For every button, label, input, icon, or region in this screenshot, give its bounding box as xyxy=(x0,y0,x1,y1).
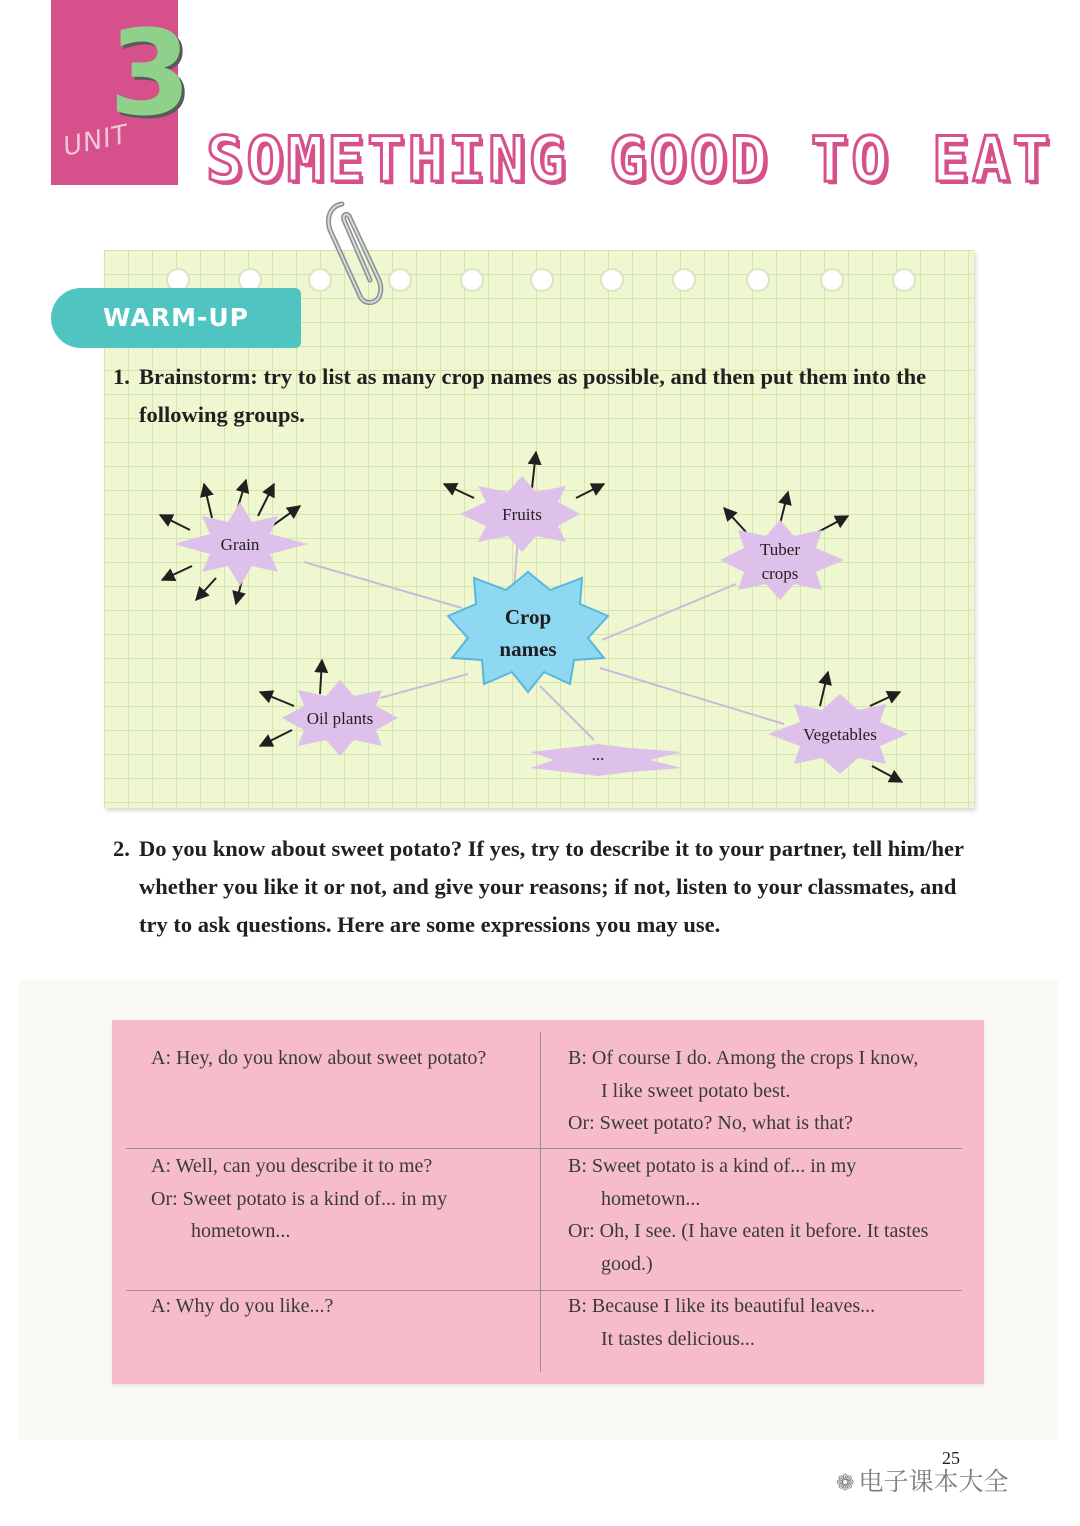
node-vegetables: Vegetables xyxy=(803,725,877,744)
node-more-shape xyxy=(530,744,682,776)
watermark-text: 电子课本大全 xyxy=(858,1467,1009,1496)
dialogue-line: A: Why do you like...? xyxy=(151,1295,334,1317)
unit-title: SOMETHING GOOD TO EAT xyxy=(206,123,1053,196)
node-tuber-line2: crops xyxy=(761,564,799,583)
warm-up-label: WARM-UP xyxy=(103,303,249,332)
dialogue-line: B: Sweet potato is a kind of... in my xyxy=(568,1155,857,1177)
column-divider xyxy=(540,1032,541,1372)
question-text: Brainstorm: try to list as many crop names as possible, and then put them into the following groups. xyxy=(139,364,927,427)
unit-number: 3 xyxy=(109,4,192,142)
question-1 xyxy=(113,358,963,434)
binder-hole xyxy=(460,268,484,292)
question-2 xyxy=(113,830,973,944)
node-tuber-line1: Tuber xyxy=(760,540,800,559)
warm-up-tab xyxy=(51,288,301,348)
node-fruits: Fruits xyxy=(502,505,542,524)
node-center-line2: names xyxy=(499,637,557,661)
dialogue-line: good.) xyxy=(601,1252,653,1275)
dialogue-cell-b2 xyxy=(568,1150,928,1280)
unit-word: UNIT xyxy=(60,119,132,163)
binder-hole xyxy=(746,268,770,292)
question-text: Do you know about sweet potato? If yes, try to describe it to your partner, tell him/her whether you like it or not, and give your reasons; if not, listen to your classmates, and try to ask questions. Here are some expressions you may use. xyxy=(139,836,964,937)
row-divider xyxy=(126,1148,962,1149)
page-number: 25 xyxy=(942,1448,960,1468)
dialogue-line: Or: Sweet potato is a kind of... in my xyxy=(151,1187,448,1210)
watermark xyxy=(836,1462,1008,1498)
dialogue-cell-a2 xyxy=(151,1150,447,1248)
node-center-shape xyxy=(448,572,608,692)
node-grain: Grain xyxy=(220,535,260,554)
node-tuber-shape xyxy=(720,520,844,600)
dialogue-cell-b1 xyxy=(568,1042,918,1140)
question-number: 2. xyxy=(113,836,130,861)
dialogue-line: hometown... xyxy=(191,1220,291,1242)
dialogue-line: B: Because I like its beautiful leaves... xyxy=(568,1295,876,1317)
dialogue-line: hometown... xyxy=(601,1187,701,1210)
dialogue-cell-b3 xyxy=(568,1290,875,1355)
dialogue-line: Or: Oh, I see. (I have eaten it before. It tastes xyxy=(568,1220,929,1242)
crop-mind-map xyxy=(104,440,974,800)
dialogue-line: Or: Sweet potato? No, what is that? xyxy=(568,1112,853,1134)
chat-bubble-icon: ❁ xyxy=(836,1471,855,1496)
node-more: ... xyxy=(591,745,605,764)
dialogue-cell-a1 xyxy=(151,1042,486,1075)
binder-hole xyxy=(672,268,696,292)
question-number: 1. xyxy=(113,364,130,389)
dialogue-line: It tastes delicious... xyxy=(601,1327,755,1350)
node-oil-plants: Oil plants xyxy=(306,709,374,728)
binder-hole xyxy=(600,268,624,292)
dialogue-line: A: Hey, do you know about sweet potato? xyxy=(151,1047,487,1069)
paperclip-icon xyxy=(320,196,390,308)
dialogue-cell-a3 xyxy=(151,1290,333,1323)
binder-hole xyxy=(530,268,554,292)
dialogue-line: A: Well, can you describe it to me? xyxy=(151,1155,433,1177)
node-center-line1: Crop xyxy=(504,605,552,629)
binder-hole xyxy=(892,268,916,292)
dialogue-line: I like sweet potato best. xyxy=(601,1079,791,1102)
unit-badge xyxy=(51,0,192,185)
binder-hole xyxy=(388,268,412,292)
binder-hole xyxy=(820,268,844,292)
dialogue-line: B: Of course I do. Among the crops I know, xyxy=(568,1047,919,1069)
